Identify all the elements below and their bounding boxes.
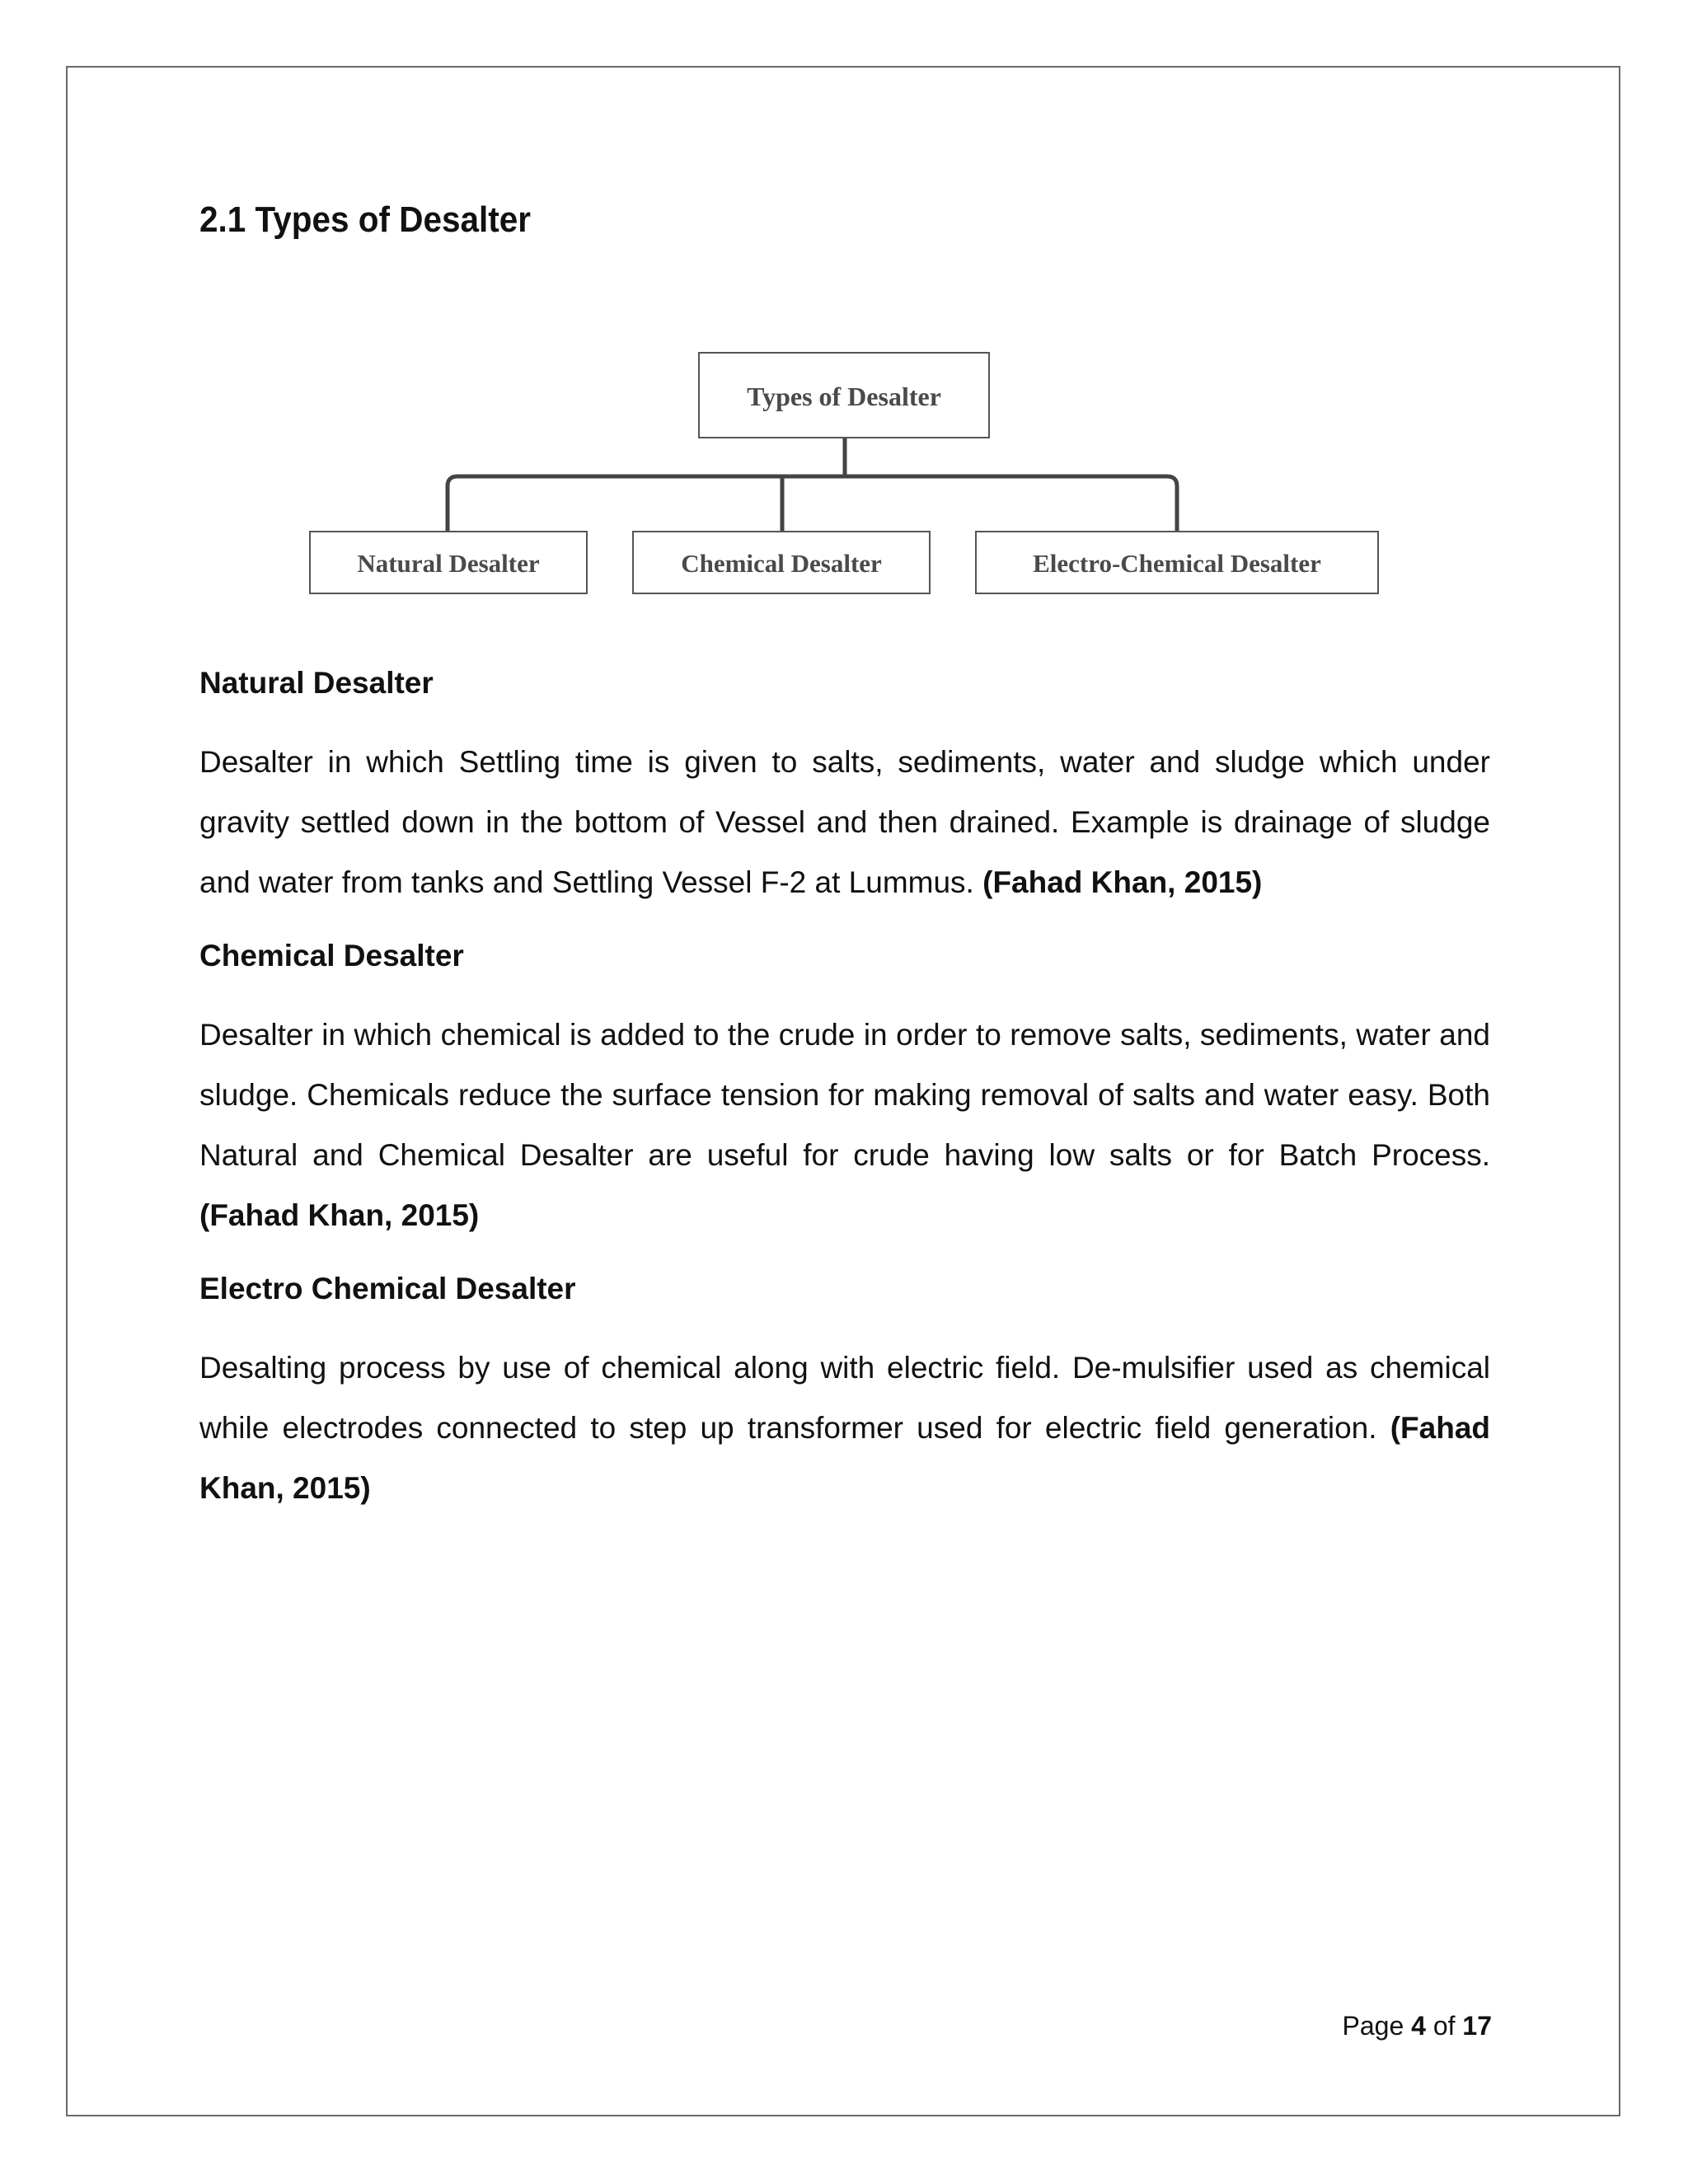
desalter-types-diagram	[0, 0, 1688, 626]
paragraph-text: Desalting process by use of chemical along with electric field. De-mulsifier used as chemical while electrodes connected to step up transformer used for electric field generation.	[199, 1351, 1490, 1445]
section-title: 2.1 Types of Desalter	[199, 199, 531, 240]
diagram-node-chemical	[633, 532, 930, 593]
diagram-root-label: Types of Desalter	[747, 382, 941, 411]
heading-chemical-desalter: Chemical Desalter	[199, 939, 464, 972]
page-number-of: of	[1432, 2011, 1456, 2041]
paragraph-electro-chemical-desalter	[199, 1338, 1490, 1518]
diagram-node-natural	[310, 532, 587, 593]
page-number-current: 4	[1411, 2011, 1426, 2041]
diagram-node-label: Chemical Desalter	[681, 549, 882, 578]
diagram-node-label: Natural Desalter	[357, 549, 540, 578]
diagram-connectors	[448, 438, 1177, 531]
diagram-root-node	[699, 353, 989, 438]
page-number	[1343, 2011, 1492, 2041]
heading-electro-chemical-desalter: Electro Chemical Desalter	[199, 1272, 576, 1305]
page-number-total: 17	[1462, 2011, 1492, 2041]
heading-natural-desalter: Natural Desalter	[199, 666, 434, 700]
paragraph-chemical-desalter	[199, 1005, 1490, 1245]
citation: (Fahad Khan, 2015)	[982, 865, 1263, 899]
paragraph-natural-desalter	[199, 732, 1490, 912]
citation: (Fahad Khan, 2015)	[199, 1198, 480, 1232]
diagram-node-label: Electro-Chemical Desalter	[1033, 549, 1321, 578]
citation: (Fahad Khan, 2015)	[199, 1411, 1490, 1505]
diagram-node-electro-chemical	[976, 532, 1378, 593]
paragraph-text: Desalter in which Settling time is given to salts, sediments, water and sludge which under gravity settled down in the bottom of Vessel and then drained. Example is drainage of sludge and water from tanks and Settling Vessel F-2 at Lummus.	[199, 745, 1490, 899]
page-number-prefix: Page	[1342, 2011, 1404, 2041]
paragraph-text: Desalter in which chemical is added to the crude in order to remove salts, sediments, water and sludge. Chemicals reduce the surface tension for making removal of salts and water easy. Both Natural and Chemical Desalter are useful for crude having low salts or for Batch Process.	[199, 1018, 1490, 1172]
document-body	[199, 658, 1490, 1518]
connector-bus	[448, 476, 1177, 531]
